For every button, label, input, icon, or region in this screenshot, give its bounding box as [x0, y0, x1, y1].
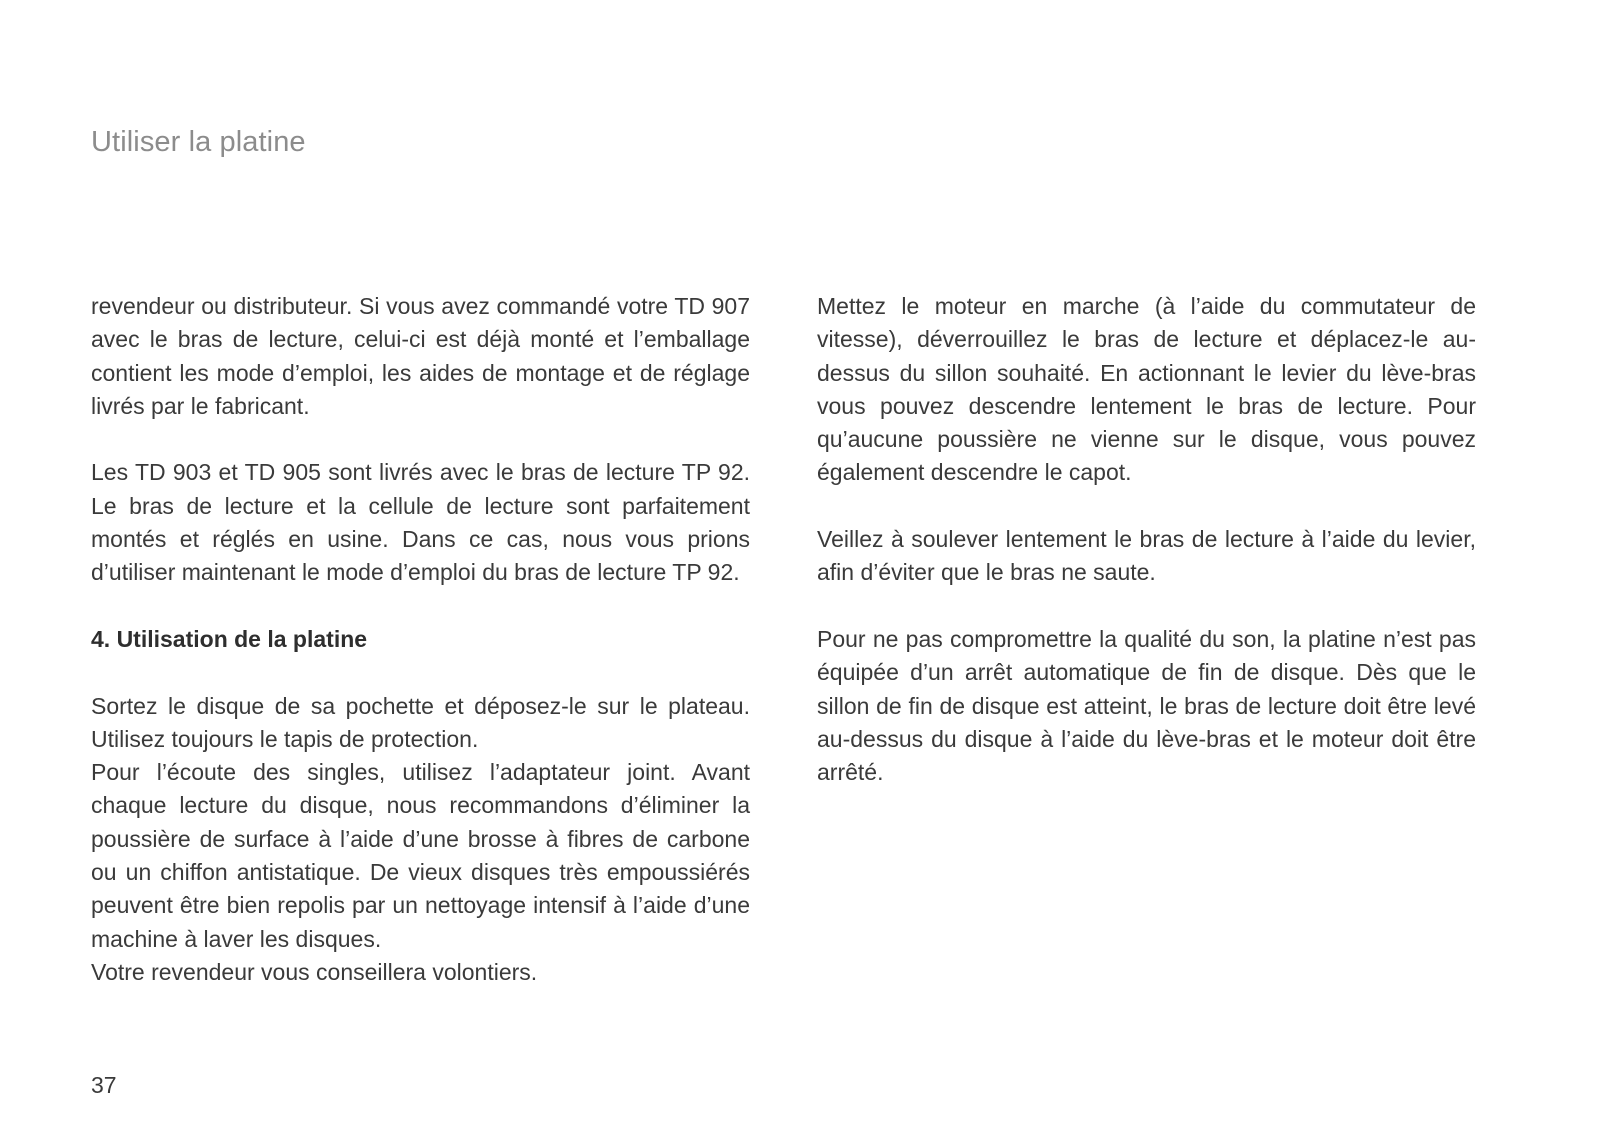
paragraph-dealer-info: revendeur ou distributeur. Si vous avez commandé votre TD 907 avec le bras de lecture, celui-ci est déjà monté et l’emballage contient les mode d’emploi, les aides de montage et de réglage livrés par le fabricant.: [91, 293, 750, 419]
paragraph-tonearm-info: Les TD 903 et TD 905 sont livrés avec le bras de lecture TP 92. Le bras de lecture et la cellule de lecture sont parfaitement montés et réglés en usine. Dans ce cas, nous vous prions d’utiliser maintenant le mode d’emploi du bras de lecture TP 92.: [91, 459, 750, 586]
paragraph-start-motor: Mettez le moteur en marche (à l’aide du commutateur de vitesse), déverrouillez le bras de lecture et déplacez-le au-dessus du sillon souhaité. En actionnant le levier du lève-bras vous pouvez descendre lentement le bras de lecture. Pour qu’aucune poussière ne vienne sur le disque, vous pouvez également descendre le capot.: [817, 293, 1476, 486]
page-title: Utiliser la platine: [91, 126, 306, 158]
paragraph-no-auto-stop: Pour ne pas compromettre la qualité du son, la platine n’est pas équipée d’un arrêt automatique de fin de disque. Dès que le sillon de fin de disque est atteint, le bras de lecture doit être levé au-dessus du disque à l’aide du lève-bras et le moteur doit être arrêté.: [817, 625, 1476, 786]
section-heading: 4. Utilisation de la platine: [91, 625, 368, 652]
paragraph-record-placement: Sortez le disque de sa pochette et déposez-le sur le plateau. Utilisez toujours le tapis de protection.: [91, 692, 750, 752]
paragraph-lift-arm: Veillez à soulever lentement le bras de lecture à l’aide du levier, afin d’éviter que le bras ne saute.: [817, 526, 1476, 586]
page-number: 37: [91, 1072, 117, 1098]
paragraph-dealer-advice: Votre revendeur vous conseillera volontiers.: [91, 958, 538, 985]
left-column: [91, 290, 750, 989]
right-column: [817, 290, 1476, 789]
paragraph-record-cleaning: Pour l’écoute des singles, utilisez l’adaptateur joint. Avant chaque lecture du disque, nous recommandons d’éliminer la poussière de surface à l’aide d’une brosse à fibres de carbone ou un chiffon antistatique. De vieux disques très empoussiérés peuvent être bien repolis par un nettoyage intensif à l’aide d’une machine à laver les disques.: [91, 759, 750, 952]
